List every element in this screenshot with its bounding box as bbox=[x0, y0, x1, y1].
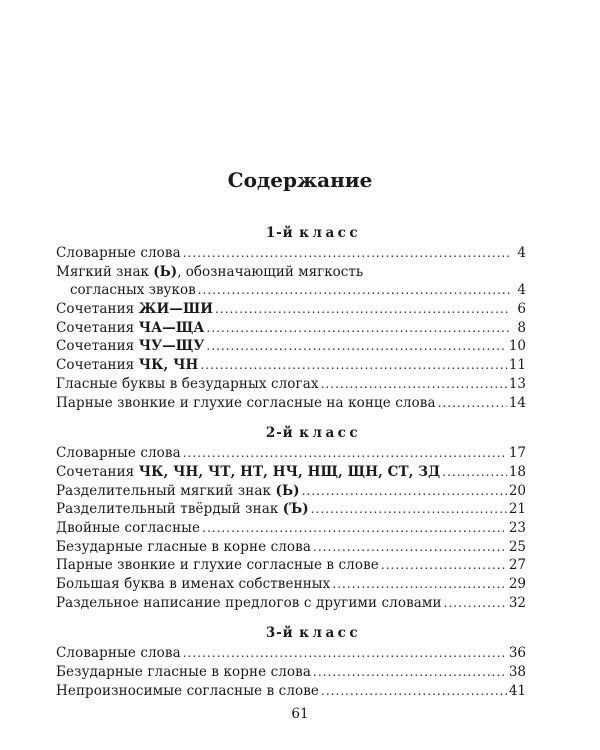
entry-page-number: 18 bbox=[508, 463, 526, 480]
toc-entry[interactable] bbox=[56, 337, 526, 356]
dot-leader bbox=[313, 538, 507, 557]
entry-title-text: Разделительный мягкий знак bbox=[56, 482, 276, 499]
entry-title bbox=[56, 394, 436, 413]
entry-title-text: Сочетания bbox=[56, 301, 139, 318]
dot-leader bbox=[321, 375, 507, 394]
entry-page-number: 32 bbox=[508, 594, 526, 611]
grade-heading bbox=[101, 222, 526, 244]
entry-title-text: Разделительный твёрдый знак bbox=[56, 501, 283, 518]
entry-title-text: Словарные слова bbox=[56, 245, 181, 261]
dot-leader bbox=[198, 281, 510, 300]
entry-title bbox=[56, 519, 200, 538]
section-gap bbox=[56, 412, 526, 422]
toc-entry[interactable] bbox=[56, 538, 526, 557]
entry-title-text: Словарные слова bbox=[56, 645, 181, 662]
page-title: Содержание bbox=[227, 168, 373, 192]
entry-page-number: 41 bbox=[508, 682, 526, 699]
entry-title bbox=[56, 244, 181, 263]
entry-page-number: 13 bbox=[508, 375, 526, 392]
dot-leader bbox=[202, 519, 507, 538]
toc-entry[interactable] bbox=[56, 519, 526, 538]
dot-leader bbox=[215, 300, 510, 319]
dot-leader bbox=[183, 244, 510, 263]
entry-title-text: Сочетания bbox=[56, 319, 139, 336]
entry-title-text: Сочетания bbox=[56, 463, 139, 480]
grade-word: класс bbox=[299, 625, 362, 642]
entry-title-text: Безударные гласные в корне слова bbox=[56, 664, 312, 681]
entry-title bbox=[56, 375, 319, 394]
toc-entry[interactable] bbox=[56, 482, 526, 501]
entry-title bbox=[56, 556, 379, 575]
entry-page-number: 23 bbox=[508, 519, 526, 536]
entry-title bbox=[56, 444, 181, 463]
grade-number: 3-й bbox=[265, 625, 300, 642]
entry-page-number: 38 bbox=[508, 664, 526, 681]
grade-heading bbox=[101, 422, 526, 444]
toc-entry[interactable] bbox=[56, 263, 526, 300]
toc-entry[interactable] bbox=[56, 663, 526, 682]
entry-title bbox=[56, 575, 330, 594]
grade-number: 2-й bbox=[265, 425, 300, 442]
toc-entry[interactable] bbox=[56, 682, 526, 701]
entry-continuation-line bbox=[56, 281, 526, 300]
toc-entry[interactable] bbox=[56, 244, 526, 263]
section-gap bbox=[56, 612, 526, 622]
toc-entry[interactable] bbox=[56, 394, 526, 413]
entry-first-line bbox=[56, 263, 526, 282]
entry-page-number: 10 bbox=[508, 338, 526, 355]
entry-title-continuation: согласных звуков bbox=[70, 282, 196, 299]
entry-title-bold: ЧУ—ЩУ bbox=[138, 338, 205, 355]
entry-title-text: Мягкий знак bbox=[56, 263, 154, 280]
entry-title-text: Сочетания bbox=[56, 357, 139, 374]
dot-leader bbox=[183, 644, 507, 663]
dot-leader bbox=[302, 482, 507, 501]
dot-leader bbox=[313, 663, 507, 682]
dot-leader bbox=[381, 556, 507, 575]
entry-title bbox=[56, 319, 204, 338]
entry-page-number: 29 bbox=[508, 576, 526, 592]
table-of-contents bbox=[56, 222, 526, 700]
entry-title-text: Непроизносимые согласные в слове bbox=[56, 682, 320, 699]
entry-page-number: 36 bbox=[508, 645, 526, 662]
entry-title bbox=[56, 463, 440, 482]
entry-page-number: 27 bbox=[508, 557, 526, 574]
toc-entry[interactable] bbox=[56, 594, 526, 613]
entry-page-number: 20 bbox=[508, 482, 526, 499]
grade-heading bbox=[101, 622, 526, 644]
entry-title-text: Двойные согласные bbox=[56, 519, 201, 536]
dot-leader bbox=[311, 500, 507, 519]
entry-page-number: 4 bbox=[517, 245, 526, 261]
entry-page-number: 14 bbox=[508, 394, 526, 411]
grade-number: 1-й bbox=[265, 225, 300, 241]
entry-title-bold: ЧК, ЧН bbox=[138, 357, 199, 374]
dot-leader bbox=[332, 575, 506, 594]
dot-leader bbox=[200, 356, 506, 375]
entry-title-text: Сочетания bbox=[56, 338, 139, 355]
entry-page-number: 4 bbox=[517, 282, 526, 299]
toc-entry[interactable] bbox=[56, 575, 526, 594]
grade-word: класс bbox=[299, 225, 362, 241]
dot-leader bbox=[444, 594, 507, 613]
entry-title bbox=[56, 538, 311, 557]
toc-entry[interactable] bbox=[56, 356, 526, 375]
entry-title-bold: ЧА—ЩА bbox=[138, 319, 205, 336]
toc-entry[interactable] bbox=[56, 463, 526, 482]
entry-title-bold: (Ъ) bbox=[282, 501, 309, 518]
entry-page-number: 25 bbox=[508, 538, 526, 555]
grade-word: класс bbox=[299, 425, 362, 442]
toc-entry[interactable] bbox=[56, 556, 526, 575]
entry-title-text: Раздельное написание предлогов с другими словами bbox=[56, 594, 442, 611]
entry-title bbox=[56, 644, 181, 663]
entry-title bbox=[56, 356, 198, 375]
dot-leader bbox=[321, 682, 507, 701]
entry-page-number: 6 bbox=[517, 301, 526, 318]
entry-title bbox=[56, 482, 300, 501]
entry-title bbox=[56, 682, 319, 701]
toc-entry[interactable] bbox=[56, 319, 526, 338]
entry-title bbox=[56, 300, 213, 319]
page-number: 61 bbox=[291, 706, 309, 722]
toc-entry[interactable] bbox=[56, 444, 526, 463]
entry-title-bold: (Ь) bbox=[153, 263, 178, 280]
entry-title-text: Гласные буквы в безударных слогах bbox=[56, 375, 319, 392]
entry-title bbox=[56, 500, 309, 519]
dot-leader bbox=[206, 319, 510, 338]
toc-entry[interactable] bbox=[56, 300, 526, 319]
dot-leader bbox=[206, 337, 506, 356]
dot-leader bbox=[183, 444, 507, 463]
entry-title bbox=[56, 663, 311, 682]
entry-title-bold: (Ь) bbox=[275, 482, 300, 499]
entry-page-number: 11 bbox=[508, 357, 526, 374]
dot-leader bbox=[438, 394, 507, 413]
entry-title-text: Безударные гласные в корне слова bbox=[56, 538, 312, 555]
dot-leader bbox=[442, 463, 507, 482]
entry-title bbox=[56, 594, 442, 613]
entry-page-number: 8 bbox=[517, 319, 526, 336]
entry-title-bold: ЧК, ЧН, ЧТ, НТ, НЧ, НЩ, ЩН, СТ, ЗД bbox=[138, 463, 441, 480]
entry-page-number: 17 bbox=[508, 445, 526, 462]
entry-title-text: Парные звонкие и глухие согласные в слове bbox=[56, 557, 379, 574]
toc-entry[interactable] bbox=[56, 500, 526, 519]
entry-title bbox=[56, 337, 204, 356]
entry-title-bold: ЖИ—ШИ bbox=[138, 301, 214, 318]
entry-title-text: , обозначающий мягкость bbox=[177, 263, 364, 280]
entry-page-number: 21 bbox=[508, 501, 526, 518]
entry-title-text: Словарные слова bbox=[56, 445, 181, 462]
entry-title bbox=[56, 264, 363, 280]
entry-title-text: Парные звонкие и глухие согласные на конце слова bbox=[56, 394, 436, 411]
toc-entry[interactable] bbox=[56, 375, 526, 394]
toc-entry[interactable] bbox=[56, 644, 526, 663]
entry-title-text: Большая буква в именах собственных bbox=[56, 576, 331, 592]
